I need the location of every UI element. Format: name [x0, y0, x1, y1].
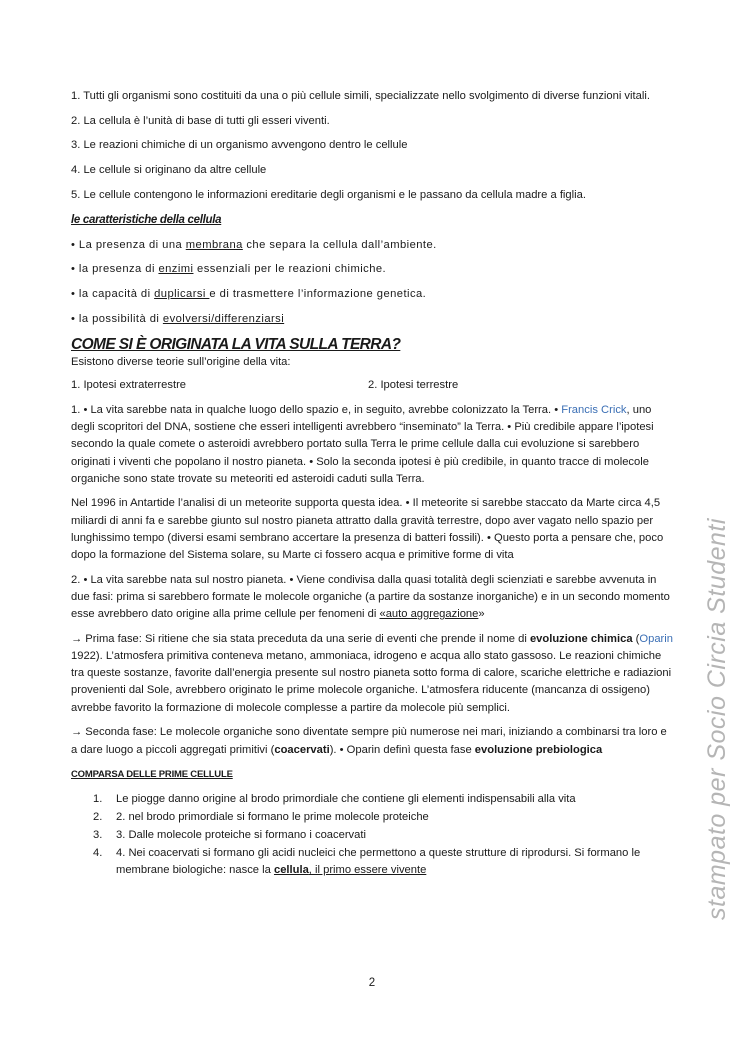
principle-2: 2. La cellula è l’unità di base di tutti gli esseri viventi. [71, 114, 330, 127]
characteristics-heading: le caratteristiche della cellula [71, 213, 222, 226]
characteristic-item: • La presenza di una membrana che separa la cellula dall’ambiente. [71, 238, 437, 251]
key-term: evoluzione chimica [529, 632, 633, 645]
hypothesis-2: 2. Ipotesi terrestre [368, 378, 459, 391]
page-content [71, 88, 673, 881]
key-term: coacervati [274, 743, 330, 756]
link-francis-crick[interactable]: Francis Crick [561, 403, 627, 416]
list-item: 4. 4. Nei coacervati si formano gli acidi nucleici che permettono a queste strutture di riprodursi. Si formano le membrane biologiche: nasce la cellula, il primo essere vivente [93, 847, 641, 877]
key-term: cellula [273, 864, 309, 877]
characteristic-item: • la presenza di enzimi essenziali per le reazioni chimiche. [71, 263, 387, 276]
page-number: 2 [368, 977, 376, 989]
key-term: duplicarsi [154, 288, 210, 301]
list-item: 1. Le piogge danno origine al brodo primordiale che contiene gli elementi indispensabili alla vita [93, 792, 576, 805]
hypothesis-1: 1. Ipotesi extraterrestre [71, 378, 187, 391]
first-cells-heading: COMPARSA DELLE PRIME CELLULE [71, 769, 233, 781]
hypotheses-row [71, 377, 673, 394]
paragraph-first-phase: → Prima fase: Si ritiene che sia stata preceduta da una serie di eventi che prende il nome di evoluzione chimica (Oparin 1922). L’atmosfera primitiva conteneva metano, ammoniaca, idrogeno e acqua allo stato gassoso. Le reazioni chimiche tra queste sostanze, favorite dall’energia presente sul nostro pianeta sotto forma di calore, scariche elettriche e radiazioni provenienti dal Sole, avrebbero originato le prime molecole organiche. L’atmosfera riducente (mancanza di ossigeno) avrebbe favorito la formazione di molecole complesse a partire da molecole più semplici. [71, 632, 673, 714]
key-term: evolversi/differenziarsi [162, 312, 285, 325]
list-item: 3. 3. Dalle molecole proteiche si formano i coacervati [93, 828, 366, 841]
principle-5: 5. Le cellule contengono le informazioni ereditarie degli organismi e le passano da cellula madre a figlia. [71, 188, 586, 201]
paragraph-terrestrial: 2. • La vita sarebbe nata sul nostro pianeta. • Viene condivisa dalla quasi totalità degli scienziati e sarebbe avvenuta in due fasi: prima si sarebbero formate le molecole organiche (a partire da sostanze inorganiche) e in un secondo momento esse avrebbero dato origine alla prime cellule per fenomeni di «auto aggregazione» [71, 573, 670, 621]
list-item: 2. 2. nel brodo primordiale si formano le prime molecole proteiche [93, 810, 429, 823]
principle-4: 4. Le cellule si originano da altre cellule [71, 164, 267, 177]
paragraph-meteorite: Nel 1996 in Antartide l’analisi di un meteorite supporta questa idea. • Il meteorite si sarebbe staccato da Marte circa 4,5 miliardi di anni fa e sarebbe giunto sul nostro pianeta attratto dalla gravità terrestre, dopo aver vagato nello spazio per lunghissimo tempo (diversi esami sembrano accertare la presenza di batteri fossili). • Questo porta a pensare che, poco dopo la formazione del Sistema solare, su Marte ci fossero acqua e primitive forme di vita [71, 497, 664, 562]
watermark: stampato per Socio Circia Studenti [703, 518, 731, 920]
key-term: enzimi [158, 263, 194, 276]
first-cells-list [71, 791, 673, 880]
origin-intro: Esistono diverse teorie sull’origine della vita: [71, 355, 291, 368]
characteristic-item: • la capacità di duplicarsi e di trasmettere l’informazione genetica. [71, 288, 427, 301]
section-title: COME SI È ORIGINATA LA VITA SULLA TERRA? [71, 335, 401, 353]
key-term: membrana [185, 238, 243, 251]
key-term: evoluzione prebiologica [474, 743, 603, 756]
characteristic-item: • la possibilità di evolversi/differenziarsi [71, 312, 285, 325]
principle-3: 3. Le reazioni chimiche di un organismo avvengono dentro le cellule [71, 139, 408, 152]
key-term: «auto aggregazione [379, 608, 479, 621]
paragraph-second-phase: → Seconda fase: Le molecole organiche sono diventate sempre più numerose nei mari, iniziando a combinarsi tra loro e a dare luogo a piccoli aggregati primitivi (coacervati). • Oparin definì questa fase evoluzione prebiologica [71, 726, 667, 756]
link-oparin[interactable]: Oparin [639, 632, 673, 645]
paragraph-extraterrestrial: 1. • La vita sarebbe nata in qualche luogo dello spazio e, in seguito, avrebbe colonizzato la Terra. • Francis Crick, uno degli scopritori del DNA, sostiene che esseri intelligenti avrebbero “inseminato” la Terra. • Più credibile appare l’ipotesi secondo la quale comete o asteroidi avrebbero portato sulla Terra le prime cellule dalla cui evoluzione si sarebbero originati i viventi che popolano il nostro pianeta. • Solo la seconda ipotesi è più credibile, in quanto tracce di molecole organiche sono state trovate su meteoriti ed asteroidi caduti sulla Terra. [71, 403, 654, 485]
principle-1: 1. Tutti gli organismi sono costituiti da una o più cellule simili, specializzate nello svolgimento di diverse funzioni vitali. [71, 90, 650, 102]
